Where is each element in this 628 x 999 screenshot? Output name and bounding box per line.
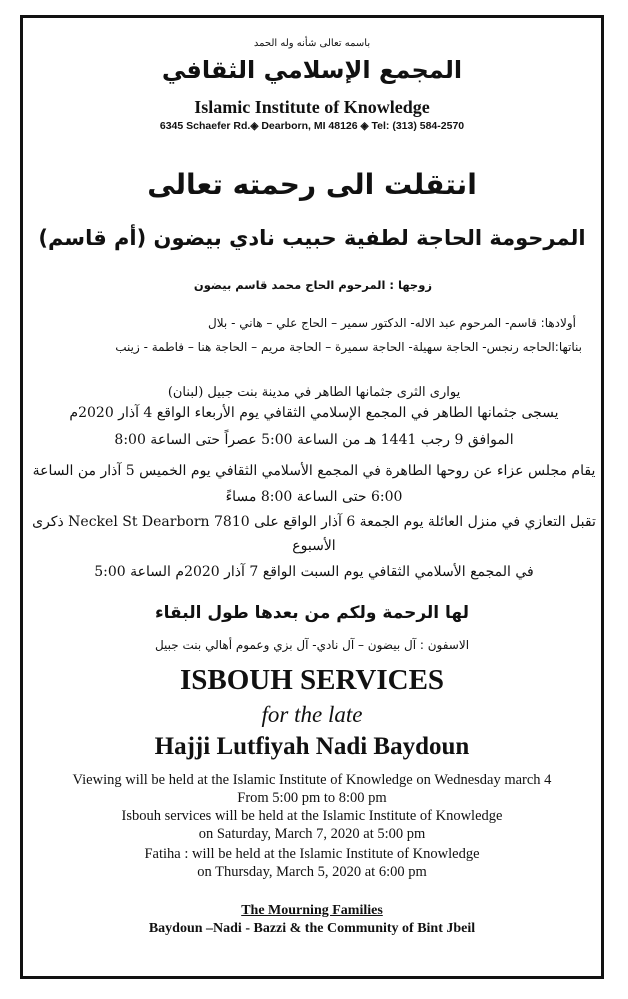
fatiha-line: Fatiha : will be held at the Islamic Institute of Knowledge	[144, 846, 480, 862]
sons-line: أولادها: قاسم- المرحوم عبد الاله- الدكتور سمير – الحاج علي – هاني - بلال	[208, 316, 576, 330]
viewing-line: Viewing will be held at the Islamic Institute of Knowledge on Wednesday march 4	[72, 772, 552, 788]
deceased-name-arabic: المرحومة الحاجة لطفية حبيب نادي بيضون (أم قاسم)	[38, 226, 586, 250]
isbouh-line: Isbouh services will be held at the Islamic Institute of Knowledge	[121, 808, 503, 824]
services-subtitle: for the late	[261, 702, 363, 727]
closing-prayer: لها الرحمة ولكم من بعدها طول البقاء	[154, 603, 470, 623]
services-title: ISBOUH SERVICES	[179, 664, 445, 696]
procession-line-1: يسجى جثمانها الطاهر في المجمع الإسلامي الثقافي يوم الأربعاء الواقع 4 آذار 2020م	[69, 405, 559, 421]
majlis-line: يقام مجلس عزاء عن روحها الطاهرة في المجمع الأسلامي الثقافي يوم الخميس 5 آذار من الساعة 6:00 حتى الساعة 8:00 مساءً	[32, 463, 596, 505]
organization-name-arabic: المجمع الإسلامي الثقافي	[161, 56, 463, 84]
mourning-families-title: The Mourning Families	[241, 903, 383, 918]
mourners-line: الاسفون : آل بيضون – آل نادي- آل بزي وعموم أهالي بنت جبيل	[154, 638, 470, 652]
husband-line: زوجها : المرحوم الحاج محمد قاسم بيضون	[193, 278, 432, 292]
arabic-heading: انتقلت الى رحمته تعالى	[147, 168, 477, 201]
procession-line-2: الموافق 9 رجب 1441 هـ من الساعة 5:00 عصراً حتى الساعة 8:00	[114, 432, 514, 448]
daughters-line: بناتها:الحاجه رنجس- الحاجة سهيلة- الحاجة سميرة – الحاجة مريم – الحاجة هنا – فاطمة - زينب	[115, 340, 582, 354]
deceased-name-english: Hajji Lutfiyah Nadi Baydoun	[154, 733, 470, 760]
organization-address: 6345 Schaefer Rd.◈ Dearborn, MI 48126 ◈ Tel: (313) 584-2570	[159, 120, 465, 132]
condolences-line: تقبل التعازي في منزل العائلة يوم الجمعة 6 آذار الواقع على 7810 Neckel St Dearborn ذكرى الأسبوع	[32, 514, 596, 554]
week-memorial-line: في المجمع الأسلامي الثقافي يوم السبت الواقع 7 آذار 2020م الساعة 5:00	[94, 564, 534, 580]
burial-line: يوارى الثرى جثمانها الطاهر في مدينة بنت جبيل (لبنان)	[167, 385, 461, 400]
isbouh-date-line: on Saturday, March 7, 2020 at 5:00 pm	[198, 826, 426, 842]
basmala: باسمه تعالى شأنه وله الحمد	[253, 38, 371, 49]
viewing-time-line: From 5:00 pm to 8:00 pm	[237, 790, 387, 806]
organization-name-english: Islamic Institute of Knowledge	[194, 97, 430, 117]
fatiha-date-line: on Thursday, March 5, 2020 at 6:00 pm	[197, 864, 427, 880]
mourning-families-names: Baydoun –Nadi - Bazzi & the Community of Bint Jbeil	[148, 921, 476, 936]
